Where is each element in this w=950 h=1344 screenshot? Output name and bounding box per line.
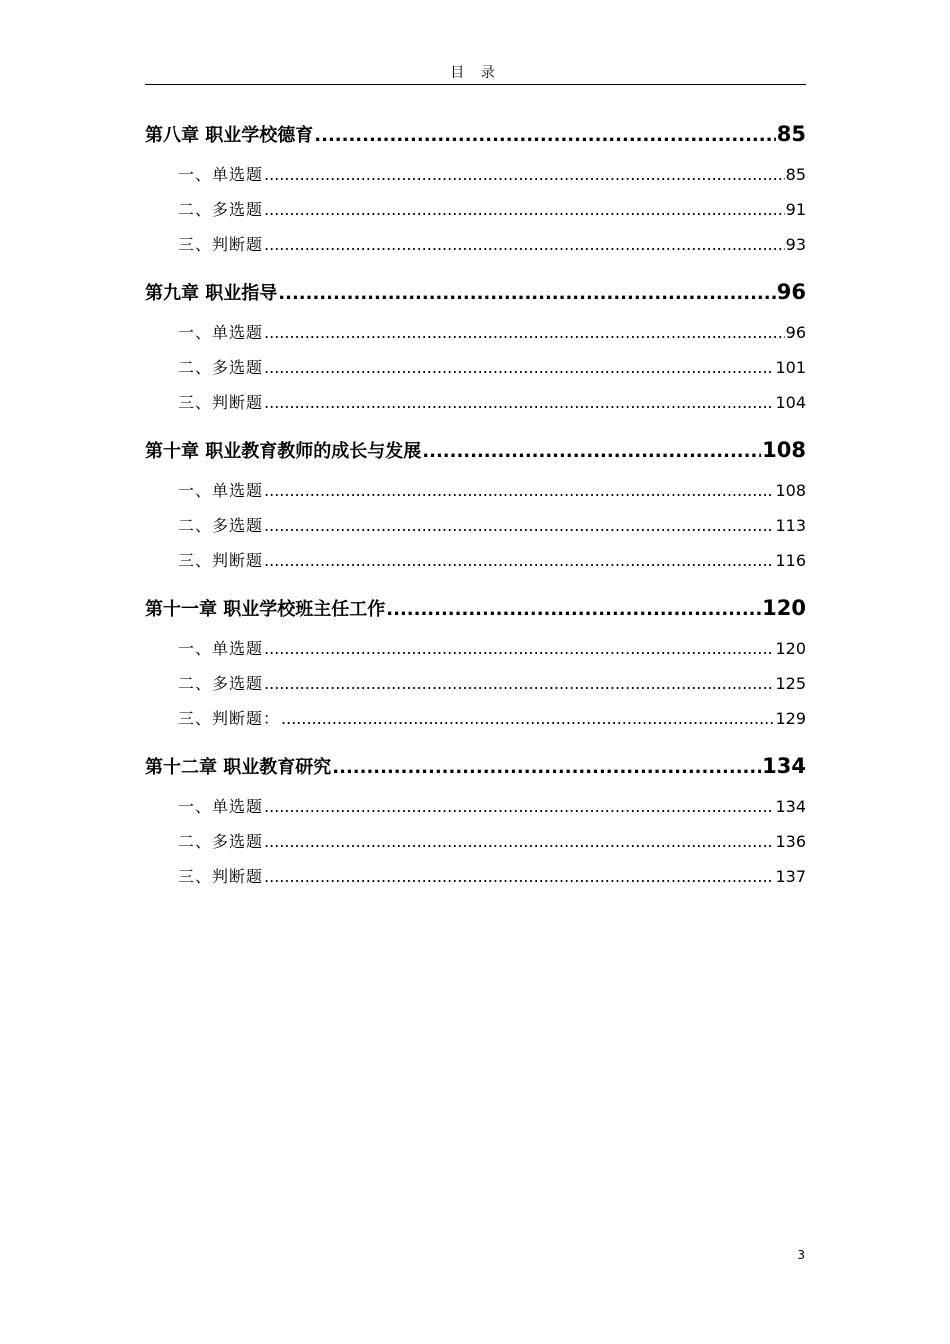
toc-section-entry[interactable]: [145, 385, 806, 420]
dot-leader: [278, 278, 775, 310]
dot-leader: [264, 227, 785, 262]
section-page: 113: [775, 516, 806, 535]
section-page: 120: [775, 639, 806, 658]
toc-chapter-12: [145, 750, 806, 894]
chapter-title: 第十章 职业教育教师的成长与发展: [145, 441, 422, 462]
dot-leader: [264, 350, 774, 385]
dot-leader: [264, 824, 774, 859]
toc-section-entry[interactable]: [145, 666, 806, 701]
chapter-page: 108: [762, 438, 806, 462]
section-title: 一、单选题: [178, 797, 264, 816]
toc-chapter-11: [145, 592, 806, 736]
toc-chapter-entry[interactable]: [145, 276, 806, 308]
section-title: 三、判断题: [178, 867, 264, 886]
toc-section-entry[interactable]: [145, 824, 806, 859]
dot-leader: [264, 157, 785, 192]
toc-chapter-8: [145, 118, 806, 262]
toc-chapter-entry[interactable]: [145, 118, 806, 150]
toc-section-entry[interactable]: [145, 789, 806, 824]
toc-section-entry[interactable]: [145, 859, 806, 894]
section-title: 二、多选题: [178, 674, 264, 693]
dot-leader: [264, 192, 785, 227]
toc-section-entry[interactable]: [145, 227, 806, 262]
section-page: 129: [775, 709, 806, 728]
header-title: 目 录: [450, 65, 501, 81]
section-title: 三、判断题: [178, 393, 264, 412]
section-title: 一、单选题: [178, 323, 264, 342]
dot-leader: [264, 666, 774, 701]
chapter-title: 第十一章 职业学校班主任工作: [145, 599, 386, 620]
section-title: 一、单选题: [178, 639, 264, 658]
toc-chapter-9: [145, 276, 806, 420]
dot-leader: [264, 859, 774, 894]
dot-leader: [386, 594, 761, 626]
section-page: 104: [775, 393, 806, 412]
section-page: 91: [785, 200, 806, 219]
section-title: 二、多选题: [178, 358, 264, 377]
dot-leader: [264, 385, 774, 420]
dot-leader: [264, 473, 774, 508]
dot-leader: [264, 508, 774, 543]
section-page: 96: [785, 323, 806, 342]
section-page: 85: [785, 165, 806, 184]
toc-section-entry[interactable]: [145, 157, 806, 192]
section-title: 二、多选题: [178, 200, 264, 219]
toc-chapter-entry[interactable]: [145, 434, 806, 466]
section-title: 三、判断题: [178, 551, 264, 570]
chapter-page: 134: [762, 754, 806, 778]
chapter-page: 96: [776, 280, 806, 304]
section-page: 101: [775, 358, 806, 377]
dot-leader: [264, 631, 774, 666]
toc-chapter-entry[interactable]: [145, 750, 806, 782]
chapter-title: 第十二章 职业教育研究: [145, 757, 332, 778]
section-page: 136: [775, 832, 806, 851]
chapter-title: 第九章 职业指导: [145, 283, 278, 304]
section-page: 93: [785, 235, 806, 254]
section-title: 三、判断题: [178, 235, 264, 254]
toc-chapter-10: [145, 434, 806, 578]
section-title: 二、多选题: [178, 516, 264, 535]
dot-leader: [314, 120, 775, 152]
chapter-page: 85: [776, 122, 806, 146]
toc-section-entry[interactable]: [145, 508, 806, 543]
dot-leader: [264, 789, 774, 824]
toc-section-entry[interactable]: [145, 701, 806, 736]
toc-section-entry[interactable]: [145, 350, 806, 385]
dot-leader: [422, 436, 761, 468]
page-number: 3: [797, 1248, 805, 1262]
section-page: 134: [775, 797, 806, 816]
dot-leader: [264, 543, 774, 578]
toc-section-entry[interactable]: [145, 473, 806, 508]
toc-section-entry[interactable]: [145, 192, 806, 227]
section-page: 137: [775, 867, 806, 886]
toc-section-entry[interactable]: [145, 543, 806, 578]
dot-leader: [264, 315, 785, 350]
dot-leader: [281, 701, 774, 736]
toc-section-entry[interactable]: [145, 631, 806, 666]
dot-leader: [332, 752, 761, 784]
page-header: [145, 62, 806, 85]
section-title: 一、单选题: [178, 165, 264, 184]
table-of-contents: [145, 118, 806, 908]
toc-section-entry[interactable]: [145, 315, 806, 350]
section-title: 三、判断题：: [178, 709, 281, 728]
chapter-title: 第八章 职业学校德育: [145, 125, 314, 146]
section-page: 125: [775, 674, 806, 693]
chapter-page: 120: [762, 596, 806, 620]
section-page: 108: [775, 481, 806, 500]
section-page: 116: [775, 551, 806, 570]
toc-chapter-entry[interactable]: [145, 592, 806, 624]
section-title: 一、单选题: [178, 481, 264, 500]
section-title: 二、多选题: [178, 832, 264, 851]
